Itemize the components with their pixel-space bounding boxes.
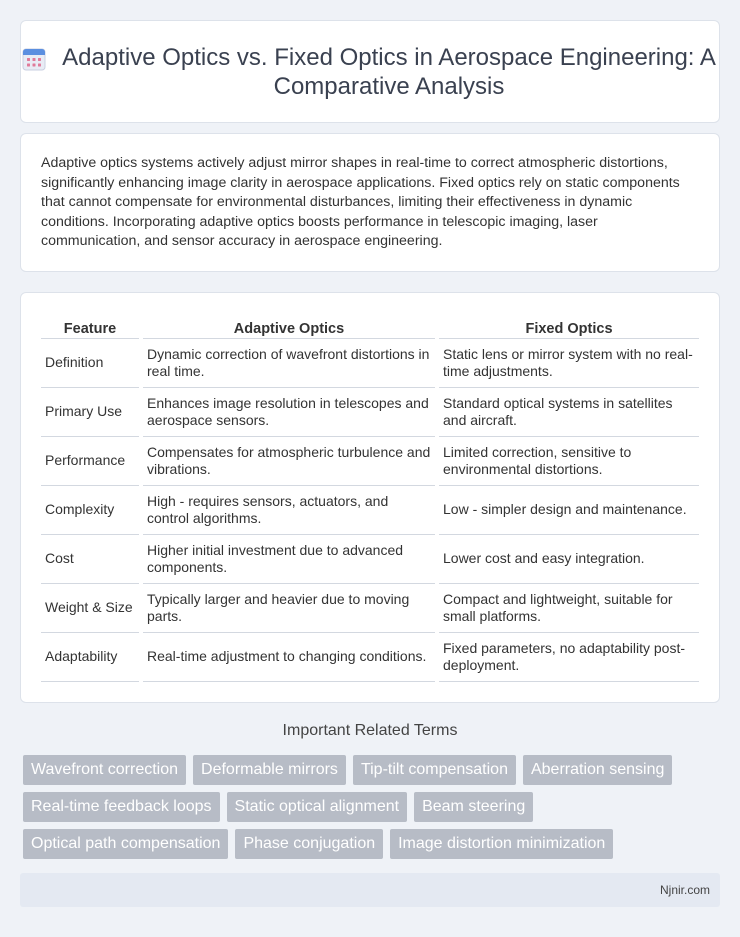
row-adaptive: Typically larger and heavier due to moving parts. [143,584,435,633]
related-terms-title: Important Related Terms [282,722,458,739]
intro-text: Adaptive optics systems actively adjust mirror shapes in real-time to correct atmospheric distortions, significantly enhancing image clarity in aerospace applications. Fixed optics rely on static components that cannot compensate for environmental disturbances, limiting their effectiveness in dynamic conditions. Incorporating adaptive optics boosts performance in telescopic imaging, laser communication, and sensor accuracy in aerospace engineering. [41,155,680,249]
row-feature: Adaptability [41,633,139,682]
table-row [41,584,699,633]
header-adaptive: Adaptive Optics [143,317,435,339]
table-row [41,437,699,486]
row-fixed: Limited correction, sensitive to environmental distortions. [439,437,699,486]
term-tag[interactable]: Beam steering [414,792,533,822]
row-adaptive: High - requires sensors, actuators, and control algorithms. [143,486,435,535]
table-row [41,339,699,388]
row-adaptive: Compensates for atmospheric turbulence and vibrations. [143,437,435,486]
table-row [41,633,699,682]
row-fixed: Static lens or mirror system with no real-time adjustments. [439,339,699,388]
intro-card [20,133,720,272]
comparison-table [37,317,703,682]
term-tag[interactable]: Tip-tilt compensation [353,755,516,785]
row-feature: Complexity [41,486,139,535]
row-fixed: Standard optical systems in satellites and aircraft. [439,388,699,437]
row-adaptive: Real-time adjustment to changing conditions. [143,633,435,682]
row-feature: Definition [41,339,139,388]
row-feature: Weight & Size [41,584,139,633]
related-terms-list [23,755,723,859]
row-feature: Cost [41,535,139,584]
term-tag[interactable]: Static optical alignment [227,792,408,822]
row-fixed: Compact and lightweight, suitable for small platforms. [439,584,699,633]
table-row [41,388,699,437]
row-fixed: Lower cost and easy integration. [439,535,699,584]
table-row [41,535,699,584]
row-adaptive: Higher initial investment due to advanced components. [143,535,435,584]
term-tag[interactable]: Real-time feedback loops [23,792,220,822]
row-fixed: Low - simpler design and maintenance. [439,486,699,535]
row-adaptive: Dynamic correction of wavefront distortions in real time. [143,339,435,388]
footer [20,873,720,907]
term-tag[interactable]: Optical path compensation [23,829,228,859]
footer-site[interactable]: Njnir.com [659,883,710,897]
header-fixed: Fixed Optics [439,317,699,339]
term-tag[interactable]: Phase conjugation [235,829,383,859]
term-tag[interactable]: Image distortion minimization [390,829,613,859]
row-feature: Performance [41,437,139,486]
header-card [20,20,720,123]
header-feature: Feature [41,317,139,339]
table-row [41,486,699,535]
row-fixed: Fixed parameters, no adaptability post-deployment. [439,633,699,682]
row-adaptive: Enhances image resolution in telescopes and aerospace sensors. [143,388,435,437]
calendar-icon [21,46,47,72]
page-title: Adaptive Optics vs. Fixed Optics in Aerospace Engineering: A Comparative Analysis [62,43,716,100]
comparison-card [20,292,720,703]
term-tag[interactable]: Aberration sensing [523,755,672,785]
row-feature: Primary Use [41,388,139,437]
table-header-row [41,317,699,339]
term-tag[interactable]: Wavefront correction [23,755,186,785]
term-tag[interactable]: Deformable mirrors [193,755,346,785]
